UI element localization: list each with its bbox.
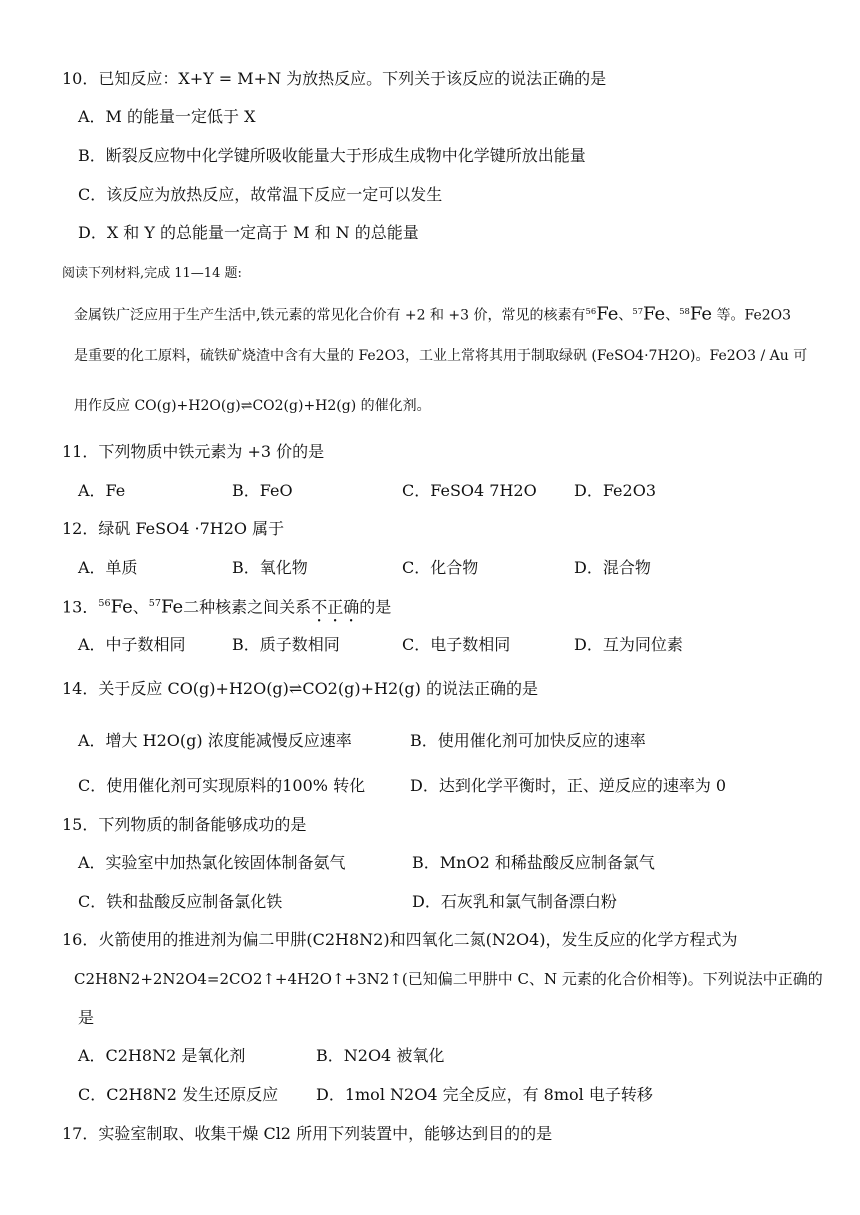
q16-option-c: C．C2H8N2 发生还原反应 — [78, 1085, 279, 1104]
q16-stem-line-2: C2H8N2+2N2O4=2CO2↑+4H2O↑+3N2↑(已知偏二甲肼中 C、N 元素的化合价相等)。下列说法中正确的 — [74, 970, 823, 988]
fe-symbol: Fe — [596, 303, 619, 325]
fe2o3-formula: Fe2O3 — [744, 307, 792, 324]
q16-stem-line-1: 16．火箭使用的推进剂为偏二甲肼(C2H8N2)和四氧化二氮(N2O4)，发生反应的化学方程式为 — [62, 930, 738, 949]
q14-option-b: B．使用催化剂可加快反应的速率 — [410, 731, 646, 750]
q17-stem: 17．实验室制取、收集干燥 Cl2 所用下列装置中，能够达到目的的是 — [62, 1124, 553, 1143]
q12-option-b: B．氧化物 — [232, 558, 308, 577]
q12-stem: 12．绿矾 FeSO4 ·7H2O 属于 — [62, 519, 285, 538]
q10-option-a: A．M 的能量一定低于 X — [78, 107, 256, 126]
sep: 、 — [665, 307, 680, 324]
q15-option-b: B．MnO2 和稀盐酸反应制备氯气 — [412, 853, 655, 872]
q12-option-a: A．单质 — [78, 558, 138, 577]
q14-option-c: C．使用催化剂可实现原料的100% 转化 — [78, 776, 366, 795]
q10-option-b: B．断裂反应物中化学键所吸收能量大于形成生成物中化学键所放出能量 — [78, 146, 586, 165]
q13-option-d: D．互为同位素 — [574, 635, 683, 654]
q13-stem-end: 的是 — [359, 597, 392, 617]
iso-56: 56 — [585, 306, 597, 316]
sep: 、 — [618, 307, 633, 324]
q16-option-b: B．N2O4 被氧化 — [316, 1046, 445, 1065]
q15-option-d: D．石灰乳和氯气制备漂白粉 — [412, 892, 617, 911]
q13-option-a: A．中子数相同 — [78, 635, 186, 654]
q11-option-b: B．FeO — [232, 481, 293, 500]
iso-57: 57 — [632, 306, 644, 316]
q10-stem: 10．已知反应：X+Y = M+N 为放热反应。下列关于该反应的说法正确的是 — [62, 69, 607, 88]
q10-option-c: C．该反应为放热反应，故常温下反应一定可以发生 — [78, 185, 443, 204]
material-line-1 — [74, 300, 791, 327]
fe-symbol: Fe — [110, 596, 133, 618]
sep: 、 — [132, 597, 149, 617]
q15-option-c: C．铁和盐酸反应制备氯化铁 — [78, 892, 283, 911]
q14-stem: 14．关于反应 CO(g)+H2O(g)⇌CO2(g)+H2(g) 的说法正确的是 — [62, 679, 538, 698]
iso-58: 58 — [679, 306, 690, 316]
fe-symbol: Fe — [161, 596, 184, 618]
q16-option-a: A．C2H8N2 是氧化剂 — [78, 1046, 246, 1065]
q11-option-a: A．Fe — [78, 481, 126, 500]
q14-option-a: A．增大 H2O(g) 浓度能减慢反应速率 — [78, 731, 352, 750]
fe-symbol: Fe — [689, 303, 713, 325]
q13-option-b: B．质子数相同 — [232, 635, 340, 654]
q15-option-a: A．实验室中加热氯化铵固体制备氨气 — [78, 853, 346, 872]
q13-stem-mid: 二种核素之间关系 — [183, 597, 312, 617]
material-line-1-end: 等。 — [716, 307, 745, 324]
reading-intro: 阅读下列材料,完成 11—14 题: — [62, 266, 242, 281]
material-line-3: 用作反应 CO(g)+H2O(g)⇌CO2(g)+H2(g) 的催化剂。 — [74, 398, 431, 414]
fe-symbol: Fe — [643, 303, 666, 325]
q14-option-d: D．达到化学平衡时，正、逆反应的速率为 0 — [410, 776, 727, 795]
q13-stem — [62, 593, 391, 625]
q16-stem-line-3: 是 — [78, 1008, 95, 1027]
q13-number: 13． — [62, 597, 99, 617]
q13-emphasis: 不正确 — [311, 597, 360, 617]
q10-option-d: D．X 和 Y 的总能量一定高于 M 和 N 的总能量 — [78, 223, 419, 242]
q12-option-d: D．混合物 — [574, 558, 651, 577]
q16-option-d: D．1mol N2O4 完全反应，有 8mol 电子转移 — [316, 1085, 653, 1104]
q11-option-d: D．Fe2O3 — [574, 481, 657, 500]
iso-57: 57 — [148, 598, 161, 609]
q12-option-c: C．化合物 — [402, 558, 479, 577]
q15-stem: 15．下列物质的制备能够成功的是 — [62, 815, 307, 834]
q11-option-c: C．FeSO4 7H2O — [402, 481, 537, 500]
material-line-2: 是重要的化工原料，硫铁矿烧渣中含有大量的 Fe2O3，工业上常将其用于制取绿矾 (FeSO4·7H2O)。Fe2O3 / Au 可 — [74, 348, 808, 364]
q13-option-c: C．电子数相同 — [402, 635, 511, 654]
iso-56: 56 — [98, 598, 111, 609]
material-line-1-text: 金属铁广泛应用于生产生活中,铁元素的常见化合价有 +2 和 +3 价，常见的核素有 — [74, 307, 586, 324]
q11-stem: 11．下列物质中铁元素为 +3 价的是 — [62, 442, 325, 461]
